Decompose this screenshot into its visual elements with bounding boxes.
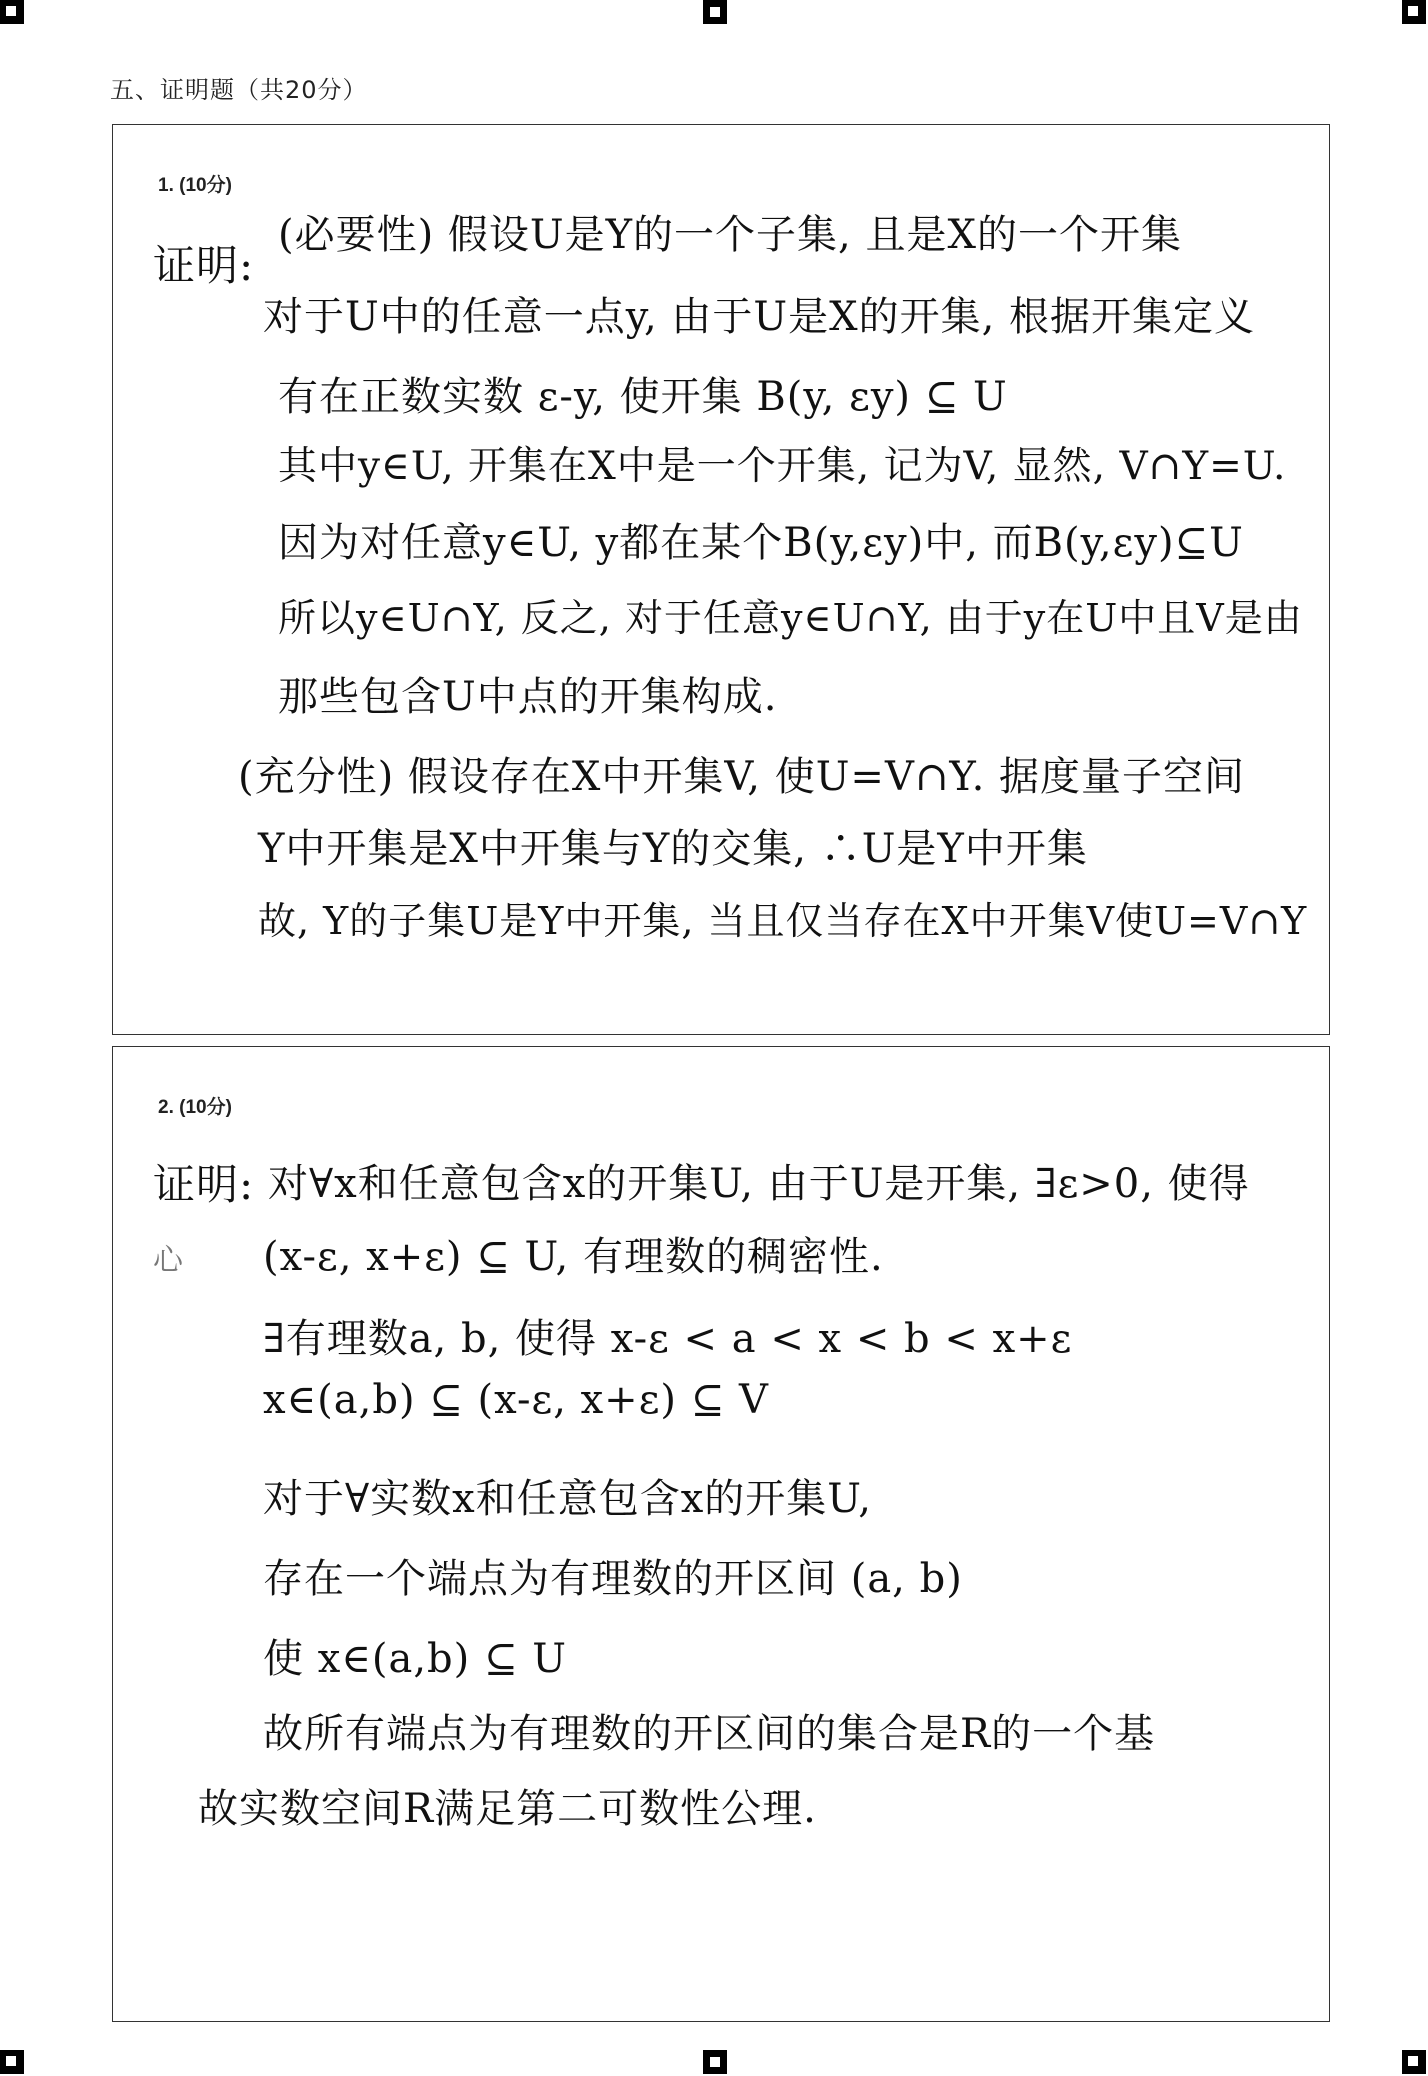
handwritten-line: 使 x∈(a,b) ⊆ U — [263, 1636, 567, 1682]
registration-marker-bottom-left — [0, 2050, 24, 2074]
handwritten-line: 所以y∈U∩Y, 反之, 对于任意y∈U∩Y, 由于y在U中且V是由 — [278, 596, 1303, 640]
handwritten-line: 故实数空间R满足第二可数性公理. — [198, 1786, 817, 1832]
handwritten-line: 其中y∈U, 开集在X中是一个开集, 记为V, 显然, V∩Y=U. — [278, 444, 1287, 489]
answer-box-question-1 — [112, 124, 1330, 1035]
handwritten-line: 那些包含U中点的开集构成. — [278, 674, 778, 720]
proof-prefix: 证明: — [153, 1160, 255, 1209]
margin-mark: 心 — [153, 1243, 184, 1278]
registration-marker-bottom-right — [1402, 2050, 1426, 2074]
question-label: 2. (10分) — [158, 1097, 232, 1118]
registration-marker-top-center — [703, 0, 727, 24]
handwritten-line: 对于∀实数x和任意包含x的开集U, — [263, 1476, 873, 1522]
handwritten-line: ∃有理数a, b, 使得 x-ε < a < x < b < x+ε — [263, 1316, 1073, 1362]
handwritten-line: (充分性) 假设存在X中开集V, 使U=V∩Y. 据度量子空间 — [238, 754, 1246, 800]
handwritten-line: 对∀x和任意包含x的开集U, 由于U是开集, ∃ε>0, 使得 — [268, 1161, 1250, 1207]
registration-marker-bottom-center — [703, 2050, 727, 2074]
handwritten-line: 因为对任意y∈U, y都在某个B(y,εy)中, 而B(y,εy)⊆U — [278, 520, 1244, 566]
handwritten-line: 存在一个端点为有理数的开区间 (a, b) — [263, 1556, 963, 1602]
handwritten-line: 故, Y的子集U是Y中开集, 当且仅当存在X中开集V使U=V∩Y — [258, 899, 1308, 943]
handwritten-line: (x-ε, x+ε) ⊆ U, 有理数的稠密性. — [263, 1234, 884, 1280]
handwritten-line: Y中开集是X中开集与Y的交集, ∴U是Y中开集 — [258, 826, 1088, 872]
handwritten-line: (必要性) 假设U是Y的一个子集, 且是X的一个开集 — [278, 212, 1182, 258]
section-title: 五、证明题（共20分） — [110, 76, 368, 104]
answer-box-question-2 — [112, 1046, 1330, 2022]
handwritten-line: x∈(a,b) ⊆ (x-ε, x+ε) ⊆ V — [263, 1377, 769, 1423]
registration-marker-top-left — [0, 0, 24, 24]
handwritten-line: 故所有端点为有理数的开区间的集合是R的一个基 — [263, 1711, 1156, 1757]
proof-prefix: 证明: — [153, 241, 255, 290]
handwritten-line: 对于U中的任意一点y, 由于U是X的开集, 根据开集定义 — [263, 294, 1256, 340]
registration-marker-top-right — [1402, 0, 1426, 24]
question-label: 1. (10分) — [158, 175, 232, 196]
handwritten-line: 有在正数实数 ε-y, 使开集 B(y, εy) ⊆ U — [278, 374, 1008, 420]
